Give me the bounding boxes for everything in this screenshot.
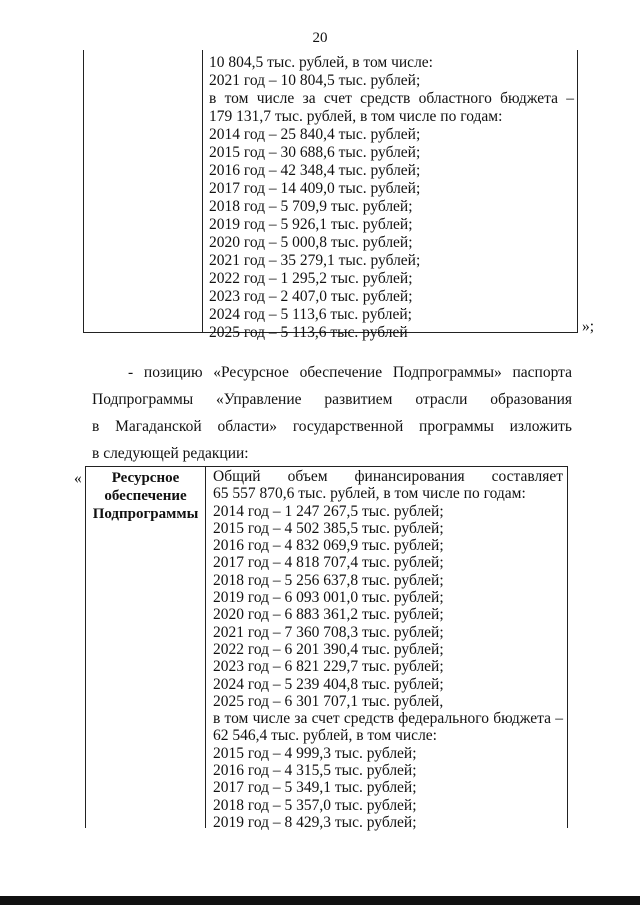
table-line: 2019 год – 5 926,1 тыс. рублей; (209, 216, 413, 233)
scan-edge-bar (0, 896, 640, 905)
paragraph-line: в следующей редакции: (92, 445, 249, 462)
resource-table (85, 466, 568, 831)
opening-quote: « (74, 470, 82, 487)
paragraph-line: Подпрограммы «Управление развитием отрасли образования (92, 391, 572, 408)
table-cell-content (209, 54, 574, 342)
table-line: 2019 год – 8 429,3 тыс. рублей; (213, 813, 417, 831)
table-line: 2015 год – 30 688,6 тыс. рублей; (209, 144, 421, 161)
table-line: 2020 год – 5 000,8 тыс. рублей; (209, 234, 413, 251)
table-line: 2021 год – 7 360 708,3 тыс. рублей; (213, 623, 444, 641)
resource-label-line: Подпрограммы (92, 506, 199, 522)
table-line: 2017 год – 5 349,1 тыс. рублей; (213, 779, 417, 797)
continued-table (83, 50, 578, 341)
table-line: 2014 год – 25 840,4 тыс. рублей; (209, 126, 421, 143)
table-line: 2015 год – 4 999,3 тыс. рублей; (213, 744, 417, 762)
table-column-divider (202, 50, 203, 332)
table-line: 2025 год – 6 301 707,1 тыс. рублей, (213, 692, 444, 710)
table-cell-content (213, 468, 563, 831)
table-line: 2016 год – 4 315,5 тыс. рублей; (213, 762, 417, 780)
table-line: в том числе за счет средств федерального бюджета – (213, 710, 563, 728)
table-line: 2018 год – 5 357,0 тыс. рублей; (213, 796, 417, 814)
page-number: 20 (312, 30, 328, 46)
amendment-paragraph (92, 363, 572, 471)
table-line: в том числе за счет средств областного бюджета – (209, 90, 574, 107)
table-line: 2022 год – 1 295,2 тыс. рублей; (209, 270, 413, 287)
table-line: 65 557 870,6 тыс. рублей, в том числе по годам: (213, 485, 526, 503)
table-line: 2024 год – 5 239 404,8 тыс. рублей; (213, 675, 444, 693)
table-line: 2021 год – 35 279,1 тыс. рублей; (209, 252, 421, 269)
table-line: 2024 год – 5 113,6 тыс. рублей; (209, 306, 412, 323)
table-line: 2021 год – 10 804,5 тыс. рублей; (209, 72, 421, 89)
resource-label-line: обеспечение (104, 488, 187, 504)
table-line: 2014 год – 1 247 267,5 тыс. рублей; (213, 502, 444, 520)
resource-label-line: Ресурсное (111, 470, 180, 486)
table-line: 2018 год – 5 709,9 тыс. рублей; (209, 198, 413, 215)
table-line: 2017 год – 4 818 707,4 тыс. рублей; (213, 554, 444, 572)
paragraph-line: - позицию «Ресурсное обеспечение Подпрограммы» паспорта (128, 364, 572, 381)
table-line: 2022 год – 6 201 390,4 тыс. рублей; (213, 640, 444, 658)
table-line: 10 804,5 тыс. рублей, в том числе: (209, 54, 433, 71)
table-line: Общий объем финансирования составляет (213, 468, 563, 485)
closing-quote: »; (582, 318, 595, 335)
table-line: 2017 год – 14 409,0 тыс. рублей; (209, 180, 421, 197)
table-column-divider (205, 467, 206, 828)
table-line: 2023 год – 6 821 229,7 тыс. рублей; (213, 658, 444, 676)
table-line: 2020 год – 6 883 361,2 тыс. рублей; (213, 606, 444, 624)
table-line: 2025 год – 5 113,6 тыс. рублей (209, 324, 408, 341)
table-line: 62 546,4 тыс. рублей, в том числе: (213, 727, 437, 745)
table-line: 2023 год – 2 407,0 тыс. рублей; (209, 288, 413, 305)
table-line: 2016 год – 42 348,4 тыс. рублей; (209, 162, 421, 179)
table-line: 2016 год – 4 832 069,9 тыс. рублей; (213, 537, 444, 555)
table-line: 179 131,7 тыс. рублей, в том числе по годам: (209, 108, 503, 125)
table-line: 2015 год – 4 502 385,5 тыс. рублей; (213, 519, 444, 537)
resource-label (86, 469, 205, 523)
table-line: 2018 год – 5 256 637,8 тыс. рублей; (213, 571, 444, 589)
paragraph-line: в Магаданской области» государственной программы изложить (92, 418, 572, 435)
table-line: 2019 год – 6 093 001,0 тыс. рублей; (213, 589, 444, 607)
